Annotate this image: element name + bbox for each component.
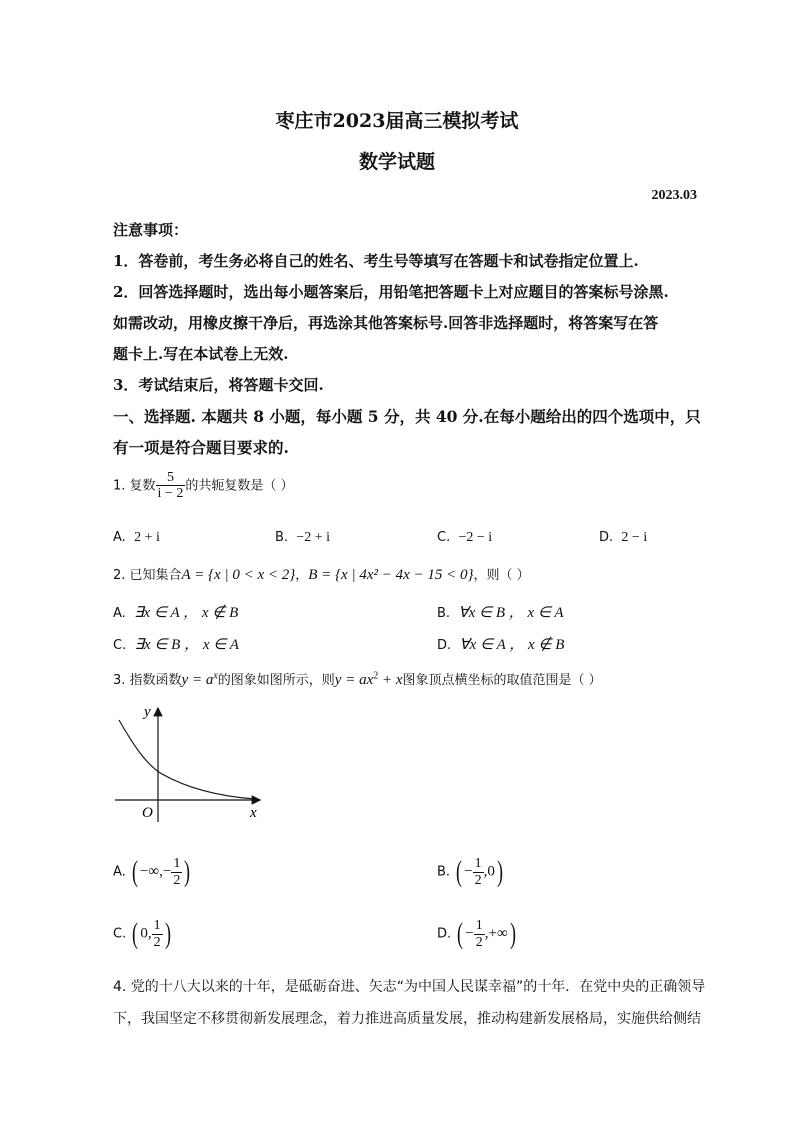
exam-title: 枣庄市2023届高三模拟考试	[275, 110, 519, 132]
q1-option-d: D. 2 − i	[599, 530, 648, 545]
notice-item: 题卡上.写在本试卷上无效.	[113, 345, 289, 363]
q1-option-c: C. −2 − i	[437, 530, 493, 545]
q1-option-a: A. 2 + i	[113, 530, 160, 545]
question-4-cont: 下，我国坚定不移贯彻新发展理念，着力推进高质量发展，推动构建新发展格局，实施供给侧结	[113, 1011, 701, 1027]
q2-option-a: A. ∃x ∈ A ， x ∉ B	[113, 605, 239, 621]
q1-option-b: B. −2 + i	[275, 530, 331, 545]
notice-item: 如需改动，用橡皮擦干净后，再选涂其他答案标号.回答非选择题时，将答案写在答	[113, 314, 659, 332]
question-4: 4. 党的十八大以来的十年，是砥砺奋进、矢志“为中国人民谋幸福”的十年．在党中央的正确领导	[113, 979, 706, 995]
q3-option-a: A. ( −∞,− $\frac{1}{2}$ )	[113, 855, 191, 888]
notice-item: 1．答卷前，考生务必将自己的姓名、考生号等填写在答题卡和试卷指定位置上.	[113, 252, 639, 270]
section-heading-cont: 有一项是符合题目要求的.	[113, 438, 289, 457]
q2-option-d: D. ∀x ∈ A ， x ∉ B	[437, 637, 565, 653]
set-b: B = {x | 4x² − 4x − 15 < 0}	[308, 567, 474, 583]
q2-option-b: B. ∀x ∈ B ， x ∈ A	[437, 605, 564, 621]
exponential-curve	[119, 720, 255, 799]
q1-prefix: 1. 复数	[113, 478, 156, 494]
q1-fraction: $\frac{5}{i - 2}$	[157, 470, 184, 502]
question-1	[113, 470, 293, 502]
q3-option-c: C. ( 0, $\frac{1}{2}$ )	[113, 917, 171, 950]
q1-suffix: 的共轭复数是（ ）	[185, 478, 294, 494]
exponential-graph	[110, 700, 270, 825]
set-a: A = {x | 0 < x < 2}	[181, 567, 296, 583]
q2-option-c: C. ∃x ∈ B ， x ∈ A	[113, 637, 239, 653]
question-3: 3. 指数函数$y = a^x$的图象如图所示，则$y = ax^2 + x$图象顶点横坐标的取值范围是（ ）	[113, 670, 602, 688]
exam-date: 2023.03	[651, 188, 697, 203]
question-2: 2. 已知集合A = {x | 0 < x < 2}，B = {x | 4x² − 4x − 15 < 0}，则（ ）	[113, 567, 530, 583]
x-axis-label: x	[250, 805, 257, 821]
q3-option-d: D. ( − $\frac{1}{2}$ ,+∞)	[437, 917, 516, 950]
origin-label: O	[142, 805, 153, 821]
exam-subtitle: 数学试题	[358, 151, 435, 173]
q3-option-b: B. ( − $\frac{1}{2}$ ,0)	[437, 855, 503, 888]
section-heading: 一、选择题. 本题共 8 小题，每小题 5 分，共 40 分.在每小题给出的四个选项中，只	[113, 407, 701, 426]
notice-heading: 注意事项：	[113, 221, 189, 239]
notice-item: 3．考试结束后，将答题卡交回.	[113, 376, 324, 394]
y-axis-label: y	[144, 704, 151, 720]
notice-item: 2．回答选择题时，选出每小题答案后，用铅笔把答题卡上对应题目的答案标号涂黑.	[113, 283, 669, 301]
